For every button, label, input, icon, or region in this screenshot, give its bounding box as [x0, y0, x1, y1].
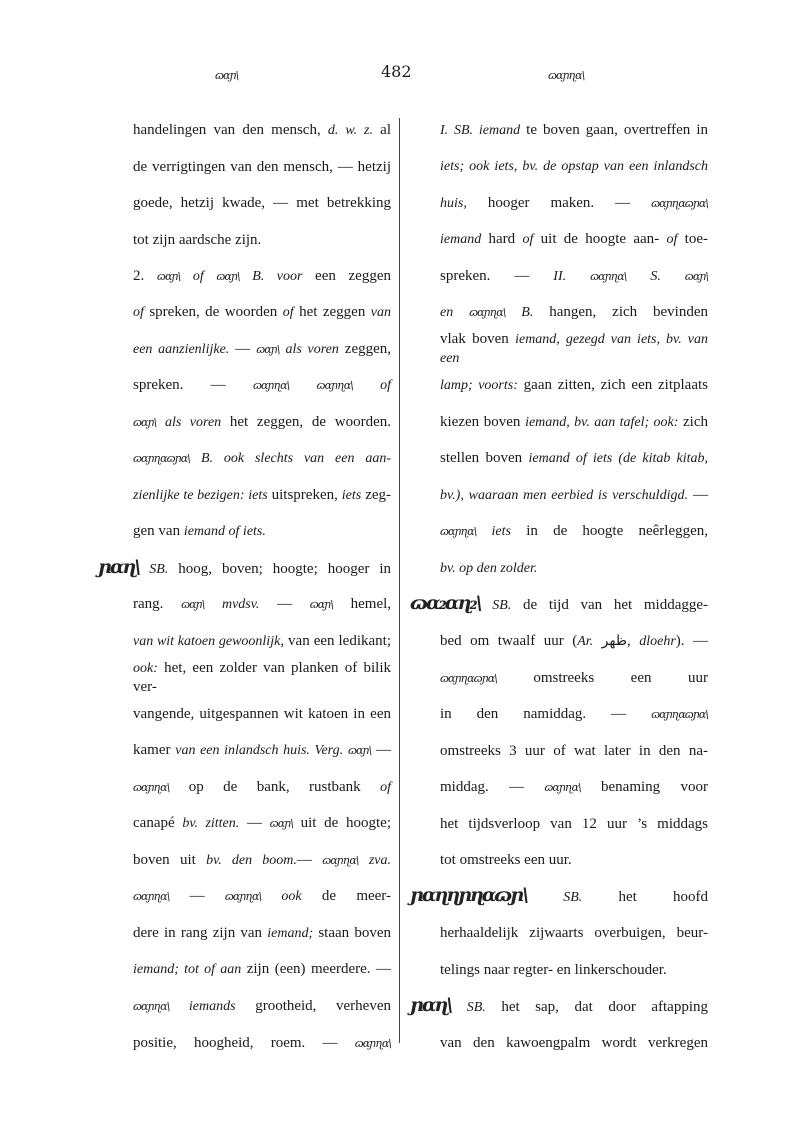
- text: hemel,: [332, 596, 392, 613]
- italic-text: als voren: [164, 414, 222, 430]
- text: [261, 888, 281, 904]
- line-text: [410, 886, 708, 907]
- italic-text: bv. op den zolder.: [440, 560, 538, 576]
- text: [190, 450, 201, 466]
- line-text: [440, 330, 708, 368]
- text-line: [440, 550, 708, 587]
- text: goede, hetzij kwade, — met betrekking: [133, 195, 391, 212]
- text-line: [440, 623, 708, 660]
- italic-text: SB.: [563, 890, 583, 906]
- text: [180, 268, 193, 284]
- text: —: [296, 851, 323, 868]
- text-line: [133, 587, 391, 624]
- text-line: [133, 952, 391, 989]
- text: hooger maken. —: [466, 194, 652, 211]
- text-line: [440, 514, 708, 551]
- text: uitspreken,: [267, 486, 342, 503]
- text: rang.: [133, 596, 182, 613]
- text: —: [259, 596, 310, 613]
- text: het zeggen, de woorden.: [221, 413, 391, 430]
- italic-text: of: [666, 232, 678, 248]
- entry-headline: [98, 550, 391, 587]
- line-text: [440, 669, 708, 687]
- italic-text: iemand: [440, 232, 482, 248]
- line-text: [440, 157, 708, 176]
- line-text: [440, 778, 708, 796]
- text: de tijd van het middagge-: [511, 597, 709, 614]
- text: de verrigtingen van den mensch, — hetzij: [133, 158, 391, 175]
- text-line: [440, 1025, 708, 1062]
- text-line: [133, 660, 391, 697]
- javanese-word: [348, 743, 371, 759]
- text-line: [440, 149, 708, 186]
- line-text: [133, 121, 391, 140]
- text: , van een ledikant;: [280, 632, 391, 649]
- text-line: [133, 842, 391, 879]
- javanese-word: [215, 68, 238, 84]
- javanese-headword: [98, 558, 139, 576]
- text: handelingen van den mensch,: [133, 121, 328, 138]
- text: canapé: [133, 815, 183, 832]
- text: in de hoogte neêrleggen,: [510, 523, 709, 540]
- italic-text: en: [440, 305, 454, 321]
- line-text: [133, 997, 391, 1016]
- text: [527, 889, 563, 905]
- text: zeg-: [361, 486, 391, 503]
- italic-text: B. ook slechts van een aan-: [200, 451, 391, 467]
- text: kiezen boven: [440, 413, 526, 430]
- italic-text: S.: [650, 268, 661, 284]
- italic-text: iemand; tot of aan: [133, 962, 242, 978]
- right-column: [440, 112, 708, 1061]
- line-text: [133, 705, 391, 723]
- javanese-headword: [410, 886, 527, 904]
- italic-text: of: [192, 268, 204, 284]
- javanese-word: [133, 780, 169, 796]
- italic-text: iemand, bv. aan tafel; ook:: [525, 414, 679, 430]
- text-line: [133, 149, 391, 186]
- text: bed om twaalf uur (: [440, 632, 578, 649]
- text: [156, 414, 165, 430]
- italic-text: ook: [281, 889, 302, 905]
- javanese-word: [651, 707, 708, 723]
- text: zich: [678, 413, 709, 430]
- text: [204, 596, 222, 612]
- entry-headline: [410, 988, 708, 1025]
- italic-text: iets; ook iets, bv. de opstap van een inlandsch: [440, 159, 708, 175]
- arabic-text: ظهر: [601, 632, 627, 649]
- javanese-word: [544, 780, 580, 796]
- italic-text: iemand of iets (de kitab kitab,: [528, 451, 708, 467]
- line-text: [133, 522, 391, 541]
- text: [289, 377, 316, 393]
- javanese-word: [548, 68, 584, 84]
- text: telings naar regter- en linkerschouder.: [440, 961, 667, 978]
- text: te boven gaan, overtreffen in: [520, 121, 708, 138]
- text-line: [440, 368, 708, 405]
- text-line: [133, 222, 391, 259]
- italic-text: of: [133, 305, 144, 321]
- text: gen van: [133, 523, 184, 540]
- text: middag. —: [440, 779, 545, 796]
- text: vangende, uitgespannen wit katoen in een: [133, 706, 391, 723]
- text: het, een zolder van planken of bilik ver-: [133, 660, 391, 696]
- text: zijn (een) meerdere. —: [241, 961, 392, 978]
- line-text: [133, 887, 391, 906]
- text: op de bank, rustbank: [169, 778, 381, 795]
- text: [359, 852, 369, 868]
- line-text: [133, 1034, 391, 1052]
- line-text: [440, 449, 708, 468]
- javanese-word: [590, 269, 626, 285]
- javanese-word: [440, 524, 476, 540]
- text-line: [133, 368, 391, 405]
- text: toe-: [677, 231, 708, 248]
- javanese-word: [469, 305, 505, 321]
- italic-text: van wit katoen gewoonlijk: [133, 633, 281, 649]
- text: vlak boven: [440, 331, 516, 348]
- javanese-word: [133, 999, 169, 1015]
- column-divider: [399, 118, 400, 1043]
- javanese-headword: [410, 594, 481, 612]
- italic-text: of: [380, 779, 391, 795]
- text-line: [440, 258, 708, 295]
- text: al: [373, 121, 391, 138]
- text: [566, 268, 590, 284]
- javanese-word: [440, 671, 497, 687]
- text-line: [440, 733, 708, 770]
- javanese-word: [310, 597, 333, 613]
- italic-text: iets: [341, 487, 362, 503]
- text: omstreeks een uur: [496, 669, 708, 686]
- text-line: [133, 988, 391, 1025]
- line-text: [133, 158, 391, 176]
- text-line: [133, 733, 391, 770]
- italic-text: zienlijke te bezigen: iets: [133, 487, 268, 503]
- entry-headline: [410, 587, 708, 624]
- javanese-headword: [410, 996, 451, 1014]
- text-line: [133, 185, 391, 222]
- line-text: [440, 1034, 708, 1052]
- text: —: [687, 486, 708, 503]
- line-text: [410, 594, 708, 615]
- italic-text: iemand of iets.: [183, 524, 266, 540]
- text: spreken. —: [133, 377, 253, 394]
- text: boven uit: [133, 851, 207, 868]
- line-text: [440, 559, 708, 578]
- text: [661, 268, 685, 284]
- javanese-word: [133, 889, 169, 905]
- text: —: [371, 742, 391, 759]
- text-line: [440, 915, 708, 952]
- text-line: [133, 806, 391, 843]
- javanese-word: [355, 1036, 391, 1052]
- line-text: [133, 924, 391, 943]
- text: hoog, boven; hoogte; hooger in: [168, 560, 392, 577]
- text: grootheid, verheven: [235, 997, 391, 1014]
- line-text: [133, 960, 391, 979]
- text: dere in rang zijn van: [133, 924, 268, 941]
- text-line: [440, 660, 708, 697]
- text: staan boven: [313, 924, 392, 941]
- javanese-word: [322, 853, 358, 869]
- line-text: [440, 742, 708, 760]
- line-text: [440, 303, 708, 322]
- italic-text: SB.: [149, 561, 169, 577]
- line-text: [133, 376, 391, 395]
- line-text: [133, 449, 391, 468]
- italic-text: B.: [521, 305, 534, 321]
- text: 2.: [133, 267, 157, 284]
- text-line: [440, 696, 708, 733]
- text: van den kawoengpalm wordt verkregen: [440, 1034, 708, 1051]
- line-text: [133, 814, 391, 833]
- italic-text: iemand, gezegd van iets, bv. van een: [440, 332, 708, 367]
- entry-headline: [410, 879, 708, 916]
- text: kamer: [133, 742, 176, 759]
- italic-text: mvdsv.: [221, 597, 260, 613]
- line-text: [440, 924, 708, 942]
- running-head-left-javanese: [215, 64, 238, 84]
- italic-text: van: [370, 305, 391, 321]
- text: tot zijn aardsche zijn.: [133, 231, 262, 248]
- text: hangen, zich bevinden: [533, 304, 708, 321]
- text-line: [440, 222, 708, 259]
- line-text: [440, 961, 708, 979]
- italic-text: lamp; voorts:: [440, 378, 518, 394]
- text-line: [440, 952, 708, 989]
- italic-text: een aanzienlijke.: [133, 341, 230, 357]
- line-text: [440, 376, 708, 395]
- italic-text: iemands: [188, 998, 236, 1014]
- text: [139, 561, 149, 577]
- line-text: [440, 486, 708, 505]
- text-line: [133, 514, 391, 551]
- javanese-word: [317, 378, 353, 394]
- line-text: [440, 632, 708, 651]
- text-line: [133, 1025, 391, 1062]
- line-text: [133, 486, 391, 505]
- text-line: [133, 258, 391, 295]
- italic-text: iemand;: [267, 925, 314, 941]
- text: stellen boven: [440, 450, 529, 467]
- text: [476, 523, 491, 539]
- javanese-word: [225, 889, 261, 905]
- text: [505, 304, 521, 320]
- line-text: [440, 522, 708, 541]
- running-head-right-javanese: [548, 64, 584, 84]
- italic-text: bv.), waaraan men eerbied is verschuldigd.: [440, 487, 688, 503]
- line-text: [440, 815, 708, 833]
- text: positie, hoogheid, roem. —: [133, 1034, 355, 1051]
- text-line: [440, 404, 708, 441]
- line-text: [133, 595, 391, 614]
- italic-text: B. voor: [252, 268, 303, 284]
- text: uit de hoogte;: [292, 815, 391, 832]
- text-line: [133, 915, 391, 952]
- text: [240, 268, 253, 284]
- text-line: [440, 295, 708, 332]
- italic-text: zva.: [368, 852, 392, 868]
- javanese-word: [133, 451, 190, 467]
- text: —: [169, 888, 225, 905]
- text: het sap, dat door aftapping: [485, 998, 708, 1015]
- text: [204, 268, 217, 284]
- text-line: [133, 404, 391, 441]
- line-text: [133, 778, 391, 797]
- text: [451, 999, 467, 1015]
- text: uit de hoogte aan-: [533, 231, 667, 248]
- text: tot omstreeks een uur.: [440, 852, 572, 869]
- javanese-word: [216, 269, 239, 285]
- italic-text: II.: [553, 268, 567, 284]
- text-line: [133, 769, 391, 806]
- line-text: [133, 741, 391, 760]
- page-number: 482: [381, 62, 412, 81]
- javanese-word: [270, 816, 293, 832]
- italic-text: Ar.: [577, 633, 594, 649]
- line-text: [133, 851, 391, 870]
- text: gaan zitten, zich een zitplaats: [517, 377, 708, 394]
- line-text: [133, 659, 391, 696]
- text-line: [133, 623, 391, 660]
- italic-text: huis,: [440, 195, 467, 211]
- line-text: [133, 231, 391, 249]
- text-line: [440, 112, 708, 149]
- text: [481, 597, 493, 613]
- text: het hoofd: [582, 889, 708, 906]
- line-text: [440, 705, 708, 723]
- text: spreken, de woorden: [143, 304, 283, 321]
- text-line: [133, 696, 391, 733]
- text-line: [440, 441, 708, 478]
- line-text: [440, 194, 708, 213]
- text: de meer-: [301, 888, 391, 905]
- text-line: [133, 441, 391, 478]
- line-text: [133, 632, 391, 651]
- javanese-word: [256, 342, 279, 358]
- line-text: [440, 413, 708, 432]
- text: omstreeks 3 uur of wat later in den na-: [440, 742, 708, 759]
- text: [626, 268, 650, 284]
- italic-text: of: [522, 232, 534, 248]
- italic-text: d. w. z.: [327, 122, 373, 138]
- italic-text: iets: [491, 524, 511, 540]
- text-line: [440, 769, 708, 806]
- text: benaming voor: [580, 779, 708, 796]
- line-text: [133, 340, 391, 359]
- line-text: [440, 851, 708, 869]
- text: hard: [481, 231, 523, 248]
- text-line: [133, 295, 391, 332]
- line-text: [410, 996, 708, 1017]
- text: herhaaldelijk zijwaarts overbuigen, beur-: [440, 925, 708, 942]
- line-text: [440, 121, 708, 140]
- text: [593, 633, 601, 649]
- javanese-word: [181, 597, 204, 613]
- italic-text: ook:: [133, 661, 158, 677]
- text: ). —: [675, 632, 709, 649]
- javanese-word: [685, 269, 708, 285]
- italic-text: bv. den boom.: [206, 852, 297, 868]
- text-line: [440, 477, 708, 514]
- italic-text: dloehr: [639, 633, 676, 649]
- text-line: [133, 879, 391, 916]
- text: [169, 998, 189, 1014]
- text: het zeggen: [293, 304, 371, 321]
- line-text: [133, 413, 391, 432]
- text-line: [133, 112, 391, 149]
- text: een zeggen: [302, 267, 391, 284]
- line-text: [440, 267, 708, 286]
- line-text: [440, 230, 708, 249]
- text: zeggen,: [338, 340, 392, 357]
- line-text: [133, 267, 391, 286]
- text: [353, 377, 380, 393]
- italic-text: van een inlandsch huis. Verg.: [175, 743, 344, 759]
- javanese-word: [651, 196, 708, 212]
- line-text: [133, 303, 391, 322]
- italic-text: SB.: [492, 598, 512, 614]
- text-line: [440, 842, 708, 879]
- text-line: [440, 806, 708, 843]
- text: spreken. —: [440, 267, 554, 284]
- text-line: [440, 331, 708, 368]
- italic-text: als voren: [285, 341, 339, 357]
- text: het tijdsverloop van 12 uur ’s middags: [440, 815, 708, 832]
- italic-text: bv. zitten.: [182, 816, 240, 832]
- left-column: [133, 112, 391, 1061]
- italic-text: SB.: [466, 999, 486, 1015]
- text-line: [440, 185, 708, 222]
- text: ,: [626, 632, 640, 649]
- javanese-word: [253, 378, 289, 394]
- javanese-word: [133, 415, 156, 431]
- text-line: [133, 477, 391, 514]
- text: in den namiddag. —: [440, 706, 652, 723]
- line-text: [98, 558, 391, 579]
- text: —: [239, 815, 270, 832]
- text: [453, 304, 469, 320]
- text-line: [133, 331, 391, 368]
- javanese-word: [157, 269, 180, 285]
- italic-text: of: [282, 305, 294, 321]
- italic-text: I. SB. iemand: [440, 122, 521, 138]
- text: —: [229, 340, 257, 357]
- italic-text: of: [380, 378, 392, 394]
- line-text: [133, 194, 391, 212]
